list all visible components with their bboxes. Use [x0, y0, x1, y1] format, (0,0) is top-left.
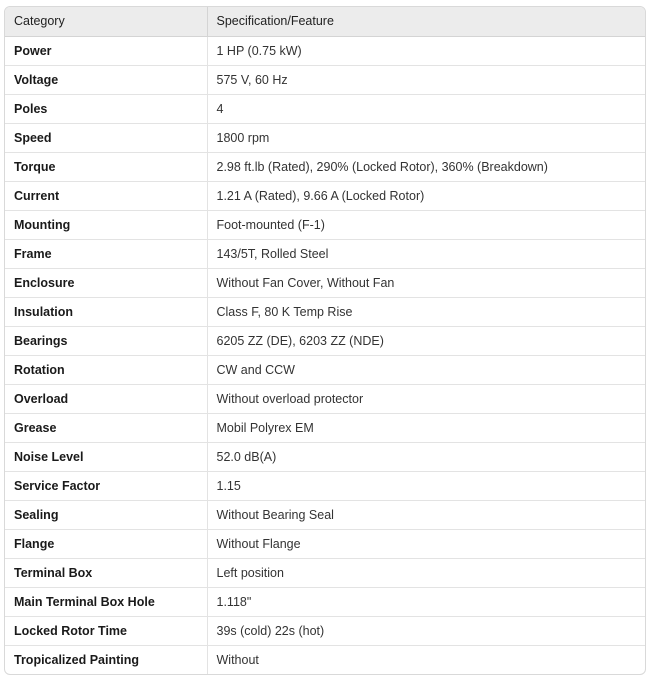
spec-cell: 1.15 — [207, 471, 645, 500]
spec-cell: Without Fan Cover, Without Fan — [207, 268, 645, 297]
spec-cell: Left position — [207, 558, 645, 587]
table-row — [5, 268, 645, 297]
spec-cell: 4 — [207, 94, 645, 123]
spec-table — [5, 7, 645, 674]
table-row — [5, 326, 645, 355]
category-cell: Sealing — [5, 500, 207, 529]
category-cell: Main Terminal Box Hole — [5, 587, 207, 616]
category-cell: Noise Level — [5, 442, 207, 471]
spec-cell: 39s (cold) 22s (hot) — [207, 616, 645, 645]
category-cell: Poles — [5, 94, 207, 123]
table-row — [5, 413, 645, 442]
table-row — [5, 442, 645, 471]
table-row — [5, 36, 645, 65]
spec-cell: Without — [207, 645, 645, 674]
category-cell: Locked Rotor Time — [5, 616, 207, 645]
category-cell: Enclosure — [5, 268, 207, 297]
category-cell: Rotation — [5, 355, 207, 384]
category-cell: Speed — [5, 123, 207, 152]
table-row — [5, 152, 645, 181]
spec-cell: 1800 rpm — [207, 123, 645, 152]
table-row — [5, 471, 645, 500]
category-cell: Terminal Box — [5, 558, 207, 587]
spec-cell: Without Flange — [207, 529, 645, 558]
category-cell: Insulation — [5, 297, 207, 326]
header-specification: Specification/Feature — [207, 7, 645, 36]
table-row — [5, 297, 645, 326]
spec-cell: CW and CCW — [207, 355, 645, 384]
table-row — [5, 587, 645, 616]
header-row — [5, 7, 645, 36]
spec-table-container — [4, 6, 646, 675]
spec-cell: 1.21 A (Rated), 9.66 A (Locked Rotor) — [207, 181, 645, 210]
table-body — [5, 36, 645, 674]
table-row — [5, 239, 645, 268]
table-header — [5, 7, 645, 36]
table-row — [5, 645, 645, 674]
spec-cell: 1.118" — [207, 587, 645, 616]
table-row — [5, 355, 645, 384]
spec-cell: 52.0 dB(A) — [207, 442, 645, 471]
table-row — [5, 181, 645, 210]
spec-cell: Foot-mounted (F-1) — [207, 210, 645, 239]
table-row — [5, 65, 645, 94]
spec-cell: Without Bearing Seal — [207, 500, 645, 529]
category-cell: Voltage — [5, 65, 207, 94]
category-cell: Tropicalized Painting — [5, 645, 207, 674]
table-row — [5, 210, 645, 239]
table-row — [5, 616, 645, 645]
spec-cell: 575 V, 60 Hz — [207, 65, 645, 94]
spec-cell: 1 HP (0.75 kW) — [216, 43, 302, 58]
table-row — [5, 558, 645, 587]
spec-cell: Mobil Polyrex EM — [207, 413, 645, 442]
category-cell: Bearings — [5, 326, 207, 355]
spec-cell: Class F, 80 K Temp Rise — [207, 297, 645, 326]
category-cell: Torque — [5, 152, 207, 181]
category-cell: Overload — [5, 384, 207, 413]
table-row — [5, 123, 645, 152]
category-cell: Flange — [5, 529, 207, 558]
category-cell: Current — [5, 181, 207, 210]
table-row — [5, 384, 645, 413]
category-cell: Power — [5, 36, 207, 65]
spec-cell: 2.98 ft.lb (Rated), 290% (Locked Rotor), 360% (Breakdown) — [207, 152, 645, 181]
table-row — [5, 94, 645, 123]
category-cell: Mounting — [5, 210, 207, 239]
table-row — [5, 500, 645, 529]
category-cell: Service Factor — [5, 471, 207, 500]
category-cell: Frame — [5, 239, 207, 268]
spec-cell: 6205 ZZ (DE), 6203 ZZ (NDE) — [207, 326, 645, 355]
table-row — [5, 529, 645, 558]
spec-cell: Without overload protector — [207, 384, 645, 413]
header-category: Category — [5, 7, 207, 36]
category-cell: Grease — [5, 413, 207, 442]
spec-cell: 143/5T, Rolled Steel — [207, 239, 645, 268]
